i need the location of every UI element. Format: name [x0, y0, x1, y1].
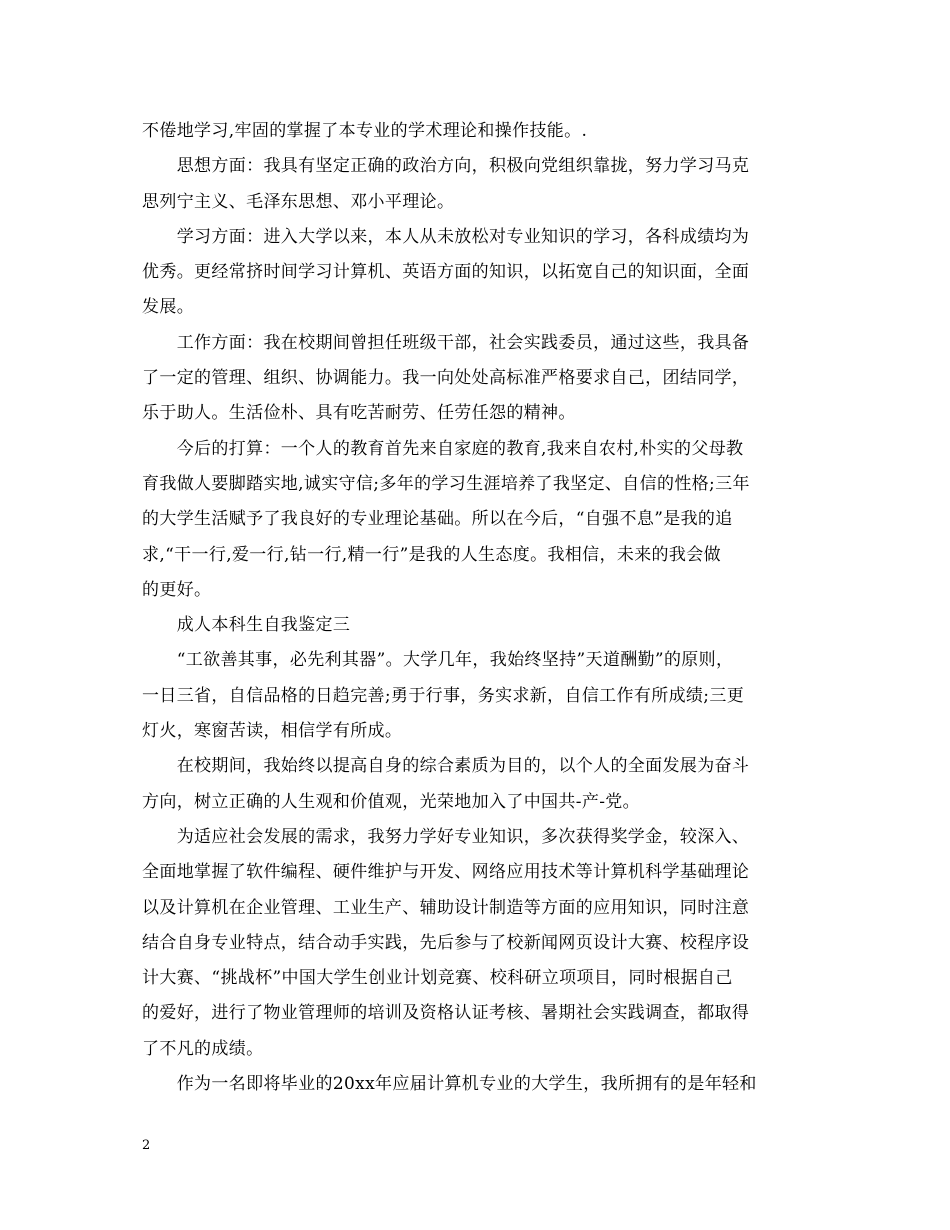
text-line: 优秀。更经常挤时间学习计算机、英语方面的知识，以拓宽自己的知识面，全面 [142, 262, 750, 283]
text-line: 作为一名即将毕业的20xx年应届计算机专业的大学生，我所拥有的是年轻和 [142, 1074, 757, 1095]
text-line: 全面地掌握了软件编程、硬件维护与开发、网络应用技术等计算机科学基础理论 [142, 862, 750, 883]
text-line: 计大赛、“挑战杯”中国大学生创业计划竞赛、校科研立项项目，同时根据自己 [142, 968, 733, 989]
text-line: 思列宁主义、毛泽东思想、邓小平理论。 [142, 191, 455, 212]
text-line: 为适应社会发展的需求，我努力学好专业知识，多次获得奖学金，较深入、 [142, 826, 750, 847]
text-line: 在校期间，我始终以提高自身的综合素质为目的，以个人的全面发展为奋斗 [142, 756, 750, 777]
text-line: 灯火，寒窗苦读，相信学有所成。 [142, 721, 403, 742]
page-number: 2 [142, 1138, 151, 1153]
text-line: 发展。 [142, 297, 195, 318]
text-line: 了不凡的成绩。 [142, 1038, 264, 1059]
text-line: 一日三省，自信品格的日趋完善;勇于行事，务实求新，自信工作有所成绩;三更 [142, 685, 745, 706]
text-line: 的更好。 [142, 579, 212, 600]
document-body [142, 114, 814, 1102]
text-line: 工作方面：我在校期间曾担任班级干部，社会实践委员，通过这些，我具备 [142, 332, 750, 353]
text-line: 了一定的管理、组织、协调能力。我一向处处高标准严格要求自己，团结同学， [142, 368, 750, 389]
text-line: 学习方面：进入大学以来，本人从未放松对专业知识的学习，各科成绩均为 [142, 226, 750, 247]
text-line: 求,“干一行,爱一行,钻一行,精一行”是我的人生态度。我相信，未来的我会做 [142, 544, 721, 565]
text-line: “工欲善其事，必先利其器”。大学几年，我始终坚持”天道酬勤”的原则， [142, 650, 734, 671]
text-line: 方向，树立正确的人生观和价值观，光荣地加入了中国共-产-党。 [142, 791, 640, 812]
section-heading: 成人本科生自我鉴定三 [142, 615, 351, 636]
text-line: 不倦地学习,牢固的掌握了本专业的学术理论和操作技能。. [142, 121, 588, 141]
text-line: 以及计算机在企业管理、工业生产、辅助设计制造等方面的应用知识，同时注意 [142, 897, 750, 918]
text-line: 今后的打算：一个人的教育首先来自家庭的教育,我来自农村,朴实的父母教 [142, 438, 744, 459]
text-line: 思想方面：我具有坚定正确的政治方向，积极向党组织靠拢，努力学习马克 [142, 156, 750, 177]
text-line: 乐于助人。生活俭朴、具有吃苦耐劳、任劳任怨的精神。 [142, 403, 576, 424]
text-line: 结合自身专业特点，结合动手实践，先后参与了校新闻网页设计大赛、校程序设 [142, 932, 750, 953]
text-line: 育我做人要脚踏实地,诚实守信;多年的学习生涯培养了我坚定、自信的性格;三年 [142, 473, 750, 494]
text-line: 的爱好，进行了物业管理师的培训及资格认证考核、暑期社会实践调查，都取得 [142, 1003, 750, 1024]
text-line: 的大学生活赋予了我良好的专业理论基础。所以在今后，“自强不息”是我的追 [142, 509, 733, 530]
